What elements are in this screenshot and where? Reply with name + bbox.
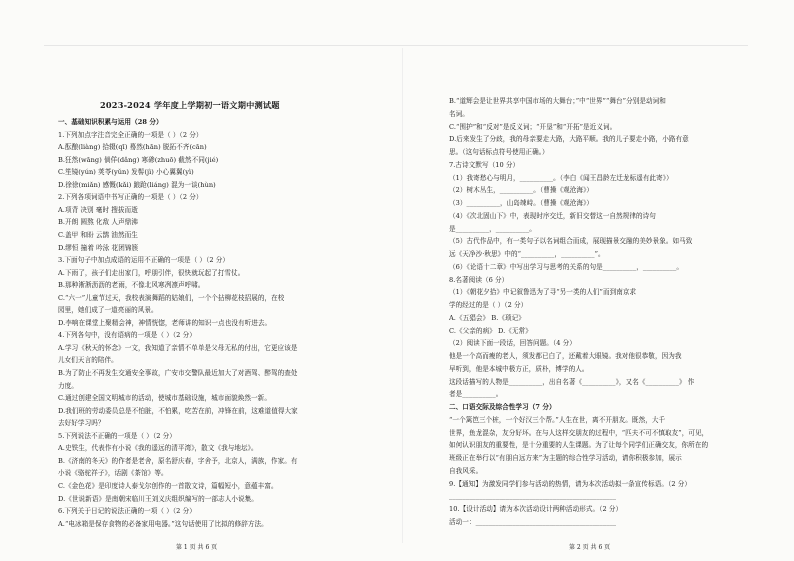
top-edge-line [44,45,748,46]
text-line: （1）《朝花夕拾》中记叙鲁迅为了寻“另一类的人们”而到南京求 [449,288,637,297]
text-line: C.盖甲 和盼 云鹊 油然而生 [58,230,138,239]
text-line: 5.下列说法不正确的一项是（ ）（2 分） [58,431,176,440]
text-line: 远《天净沙·秋思》中的“__________，__________”。 [449,250,605,258]
text-line: 自我风采。 [449,466,483,475]
text-line: （3）__________，山岛竦峙。（曹操《观沧海》） [449,199,594,207]
text-line: B.那种淅淅沥沥的老雨，不像北风寒冽凛声呼啸。 [58,281,205,290]
text-line: 8.名著阅读（6 分） [449,275,509,284]
text-line: D.徐徐(miǎn) 感慨(kǎi) 踉跄(liáng) 混为一谈(hùn) [58,180,216,189]
text-line: A.学习《秋天的怀念》一文，我知道了亲情不单单是父母无私的付出，它更应该是 [58,343,298,352]
text-line: A.“电冰箱是保存食物的必备家用电器。”这句话使用了比拟的修辞方法。 [58,519,268,528]
text-line: 小说《骆驼祥子》，话剧《茶馆》等。 [58,469,168,478]
text-line: C.“六一”儿童节过天，我校表演舞蹈的姑娘们，一个个拈柳花枝招展的，在校 [58,293,285,302]
text-line: 世界，鱼龙混杂，友分好坏。在与人这样交朋友的过程中，“匹夫不可不慎取友”，可见， [449,428,709,437]
text-line: 10.【设计活动】请为本次活动设计两种活动形式。（2 分） [449,505,623,513]
right-page-footer: 第 2 页 共 6 页 [569,544,611,551]
text-line: 2.下列各项词语中书写正确的一项是（ ）（2 分） [58,193,203,202]
text-line: C.通过创建全国文明城市的活动，使城市基础设施，城市面貌焕然一新。 [58,394,271,403]
text-line: B.狂然(wāng) 倘佯(dǎng) 寒碜(zhuō) 截然不同(jié) [58,155,219,164]
exam-title: 2023-2024 学年度上学期初一语文期中测试题 [100,101,280,110]
text-line: （1）我寄愁心与明月，__________。（李白《闻王昌龄左迁龙标遥有此寄》） [449,173,673,182]
text-line: 7.古诗文默写（10 分） [449,160,520,169]
text-line: 去好好学习吗？ [58,419,105,428]
text-line: B.《济南的冬天》的作者是老舍，原名舒庆春，字舍予，北京人，满族，作家。有 [58,456,298,465]
text-line: C.《金色花》是印度诗人泰戈尔创作的一首散文诗，篇幅短小，意蕴丰富。 [58,481,278,490]
text-line: （2）树木丛生，__________。（曹操《观沧海》） [449,186,594,195]
text-line: 6.下列关于日记的说法正确的一项（ ）（2 分） [58,507,196,516]
text-line: 3.下面句子中加点成语的运用不正确的一项是（ ）（2 分） [58,256,230,265]
text-line: 儿女们天言的陪伴。 [58,356,118,365]
text-line: 活动一：__________________________________________ [449,517,617,526]
text-line: （2）阅读下面一段话，回答问题。（4 分） [449,339,576,348]
text-line: C.“围护”和“反对”是反义词；“开垦”和“开拓”是近义词。 [449,122,617,131]
section-heading: 二、口语交际及综合性学习（7 分） [449,403,556,411]
text-line: A.史铁生，代表作有小说《我的遥远的清平湾》，散文《我与地坛》。 [58,444,258,453]
text-line: D.缪恒 撞着 吟泳 花团锦簇 [58,243,139,252]
text-line: A.下雨了，孩子们走出家门，呼朋引伴，很快就玩起了打雪仗。 [58,268,245,277]
text-line: C.《父亲的病》 D.《无常》 [449,326,532,335]
text-line: 名词。 [449,109,469,118]
text-line: B.“道辉会是让世界共享中国市场的大舞台；”中“世界”“舞台”分别是动词和 [449,97,666,105]
text-line: A.《五猖会》 B.《琐记》 [449,313,525,322]
text-line: 班级正在举行以“有朋自远方来”为主题的综合性学习活动，请你积极参加，展示 [449,454,682,462]
text-line: A.项背 决别 毫时 搜拔而逝 [58,205,138,214]
text-line: （4）《次北固山下》中，表现时序交迁，新旧交替这一自然规律的诗句 [449,211,656,220]
text-line: 4.下列各句中，没有语病的一项是（ ）（2 分） [58,331,196,340]
text-line: B.为了防止不再发生交通安全事故，广安市交警队最近加大了对酒驾、醉驾的查处 [58,369,298,377]
page-divider [402,48,403,543]
text-line: “一个篱笆三个桩，一个好汉三个帮。”人生在世，离不开朋友。既然，大千 [449,415,666,424]
text-line: 是__________，__________。 [449,224,536,233]
text-line: 思。（这句话标点符号使用正确。） [449,148,549,156]
text-line: 9.【通知】为激发同学们参与活动的热情，请为本次活动拟一条宣传标语。（2 分） [449,479,692,488]
text-line: 早听到，他是本城中极方正，质朴，博学的人。 [449,364,589,373]
text-line: D.李响在课堂上聚精会神，神情恍惚，老师讲的知识一点也没有听进去。 [58,318,272,327]
text-line: （6）《论语十二章》中写出学习与思考的关系的句是__________，__________。 [449,262,683,271]
text-line: A.酝酿(liàng) 拾辍(qī) 蓦然(hān) 脱拓不齐(cān) [58,143,207,152]
text-line: 者是__________。 [449,390,503,399]
text-line: __________________________________________________ [449,492,617,501]
text-line: D.我们班的劳动委员总是不怕脏，不怕累，吃苦在前，冲锋在前，这难道值得大家 [58,406,298,415]
left-page-footer: 第 1 页 共 6 页 [176,544,218,551]
text-line: D.《世说新语》是南朝宋临川王刘义庆组织编写的一部志人小说集。 [58,494,258,503]
text-line: B.开朗 圆熬 化敌 人声鼎沸 [58,218,138,227]
text-line: 力度。 [58,381,78,390]
section-heading: 一、基础知识积累与运用（28 分） [58,118,163,126]
text-line: 这段话描写的人物是__________，出自名著《__________》，又名《__________》 作 [449,377,695,386]
text-line: 学的经过的是（ ）（2 分） [449,301,528,309]
text-line: 园里，她们成了一道亮丽的风景。 [58,306,158,315]
text-line: D.后来发生了分歧，我的母亲要走大路，大路平顺。我的儿子要走小路，小路有意 [449,135,689,144]
text-line: 他是一个高而瘦的老人，须发都已白了，还戴着大眼镜。我对他很恭敬，因为我 [449,352,682,360]
text-line: C.笙镜(yún) 荚苓(yǔn) 发髻(jì) 小心翼翼(yì) [58,168,194,177]
text-line: 如何认识朋友的重要性，是十分重要的人生课题。为了让每个同学们正确交友，你所在的 [449,441,709,450]
text-line: （5）古代作品中，有一类句子以名词组合而成，展现描景交融的美妙景象。如马致 [449,237,693,246]
text-line: 1.下列加点字注音完全正确的一项是（ ）（2 分） [58,130,203,139]
